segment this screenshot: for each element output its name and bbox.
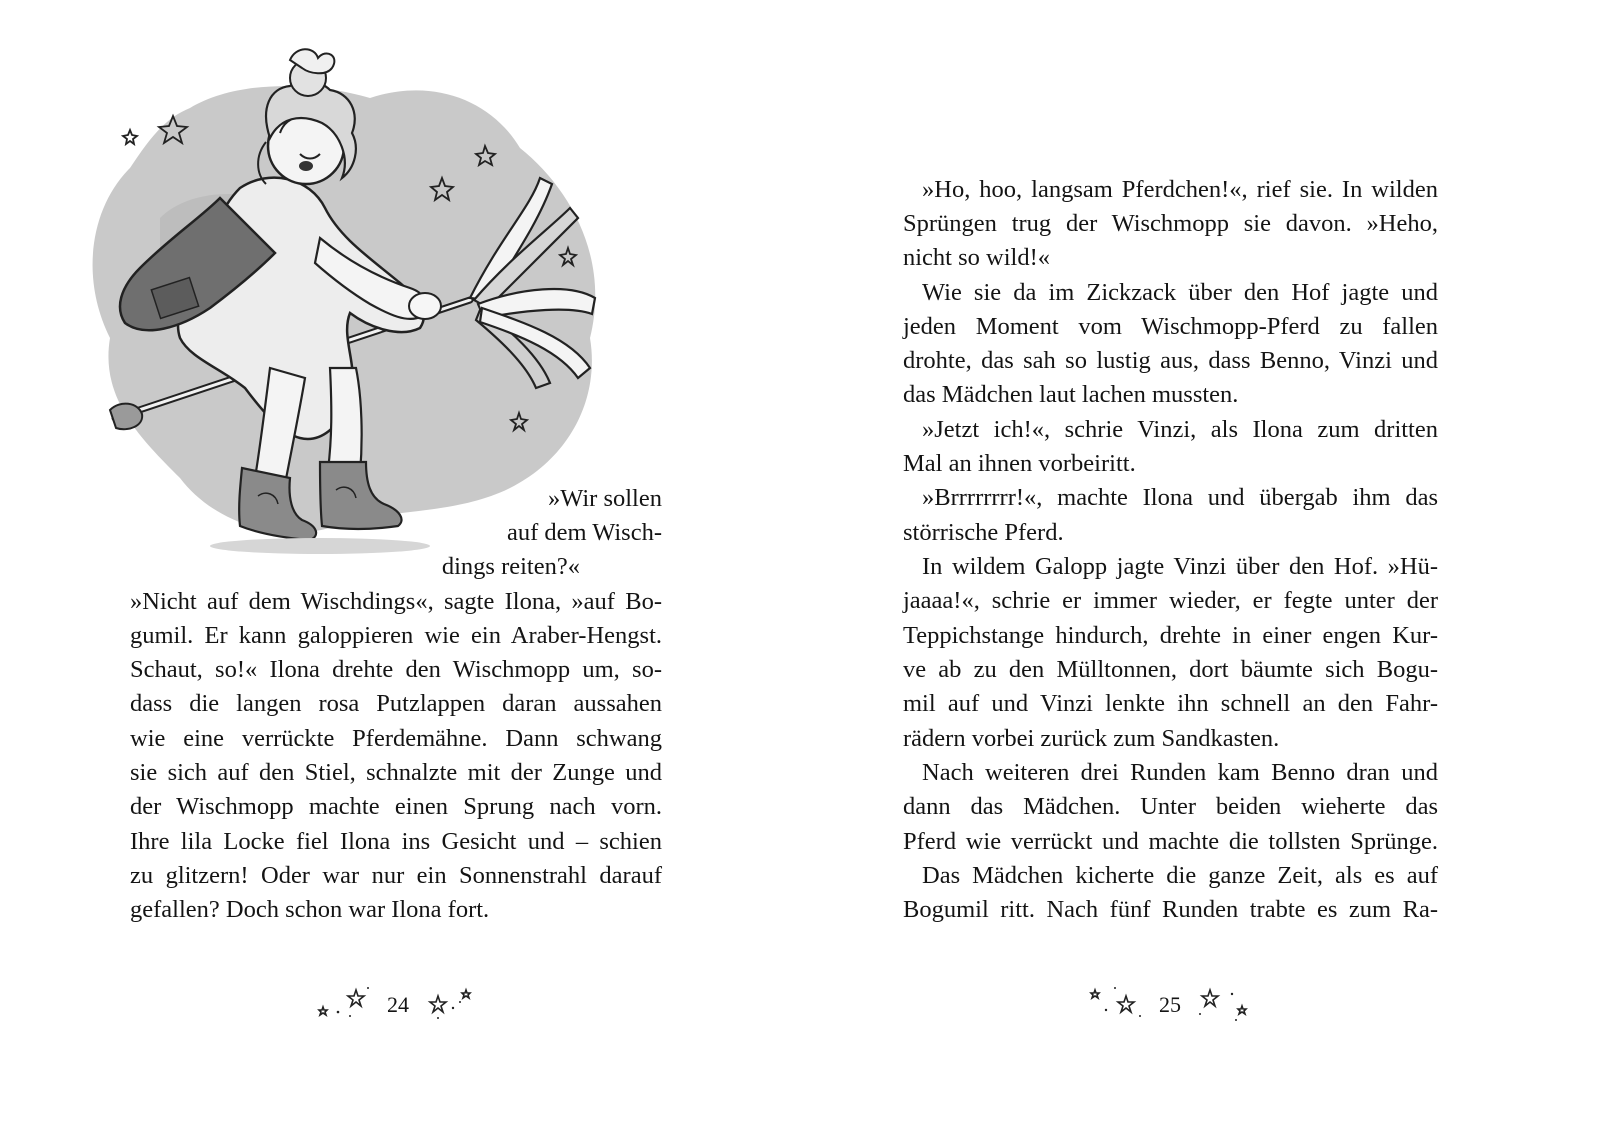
text-line: jeden Moment vom Wischmopp-Pferd zu fallen — [903, 313, 1438, 340]
right-page — [800, 0, 1600, 1131]
text-line: das Mädchen laut lachen mussten. — [903, 381, 1239, 408]
text-line: Ihre lila Locke fiel Ilona ins Gesicht und – schien — [130, 828, 662, 855]
text-line: Mal an ihnen vorbeiritt. — [903, 450, 1136, 477]
page-number-footer — [1060, 980, 1280, 1030]
text-line: »Ho, hoo, langsam Pferdchen!«, rief sie. In wilden — [922, 176, 1438, 203]
text-line: nicht so wild!« — [903, 244, 1050, 271]
text-line: zu glitzern! Oder war nur ein Sonnenstrahl darauf — [130, 862, 662, 889]
text-line: der Wischmopp machte einen Sprung nach vorn. — [130, 793, 662, 820]
text-line: rädern vorbei zurück zum Sandkasten. — [903, 725, 1280, 752]
text-line: auf dem Wisch- — [506, 519, 662, 546]
text-line: mil auf und Vinzi lenkte ihn schnell an den Fahr- — [903, 690, 1438, 717]
text-line: dings reiten?« — [441, 553, 580, 580]
text-line: dass die langen rosa Putzlappen daran aussahen — [130, 690, 662, 717]
text-line: gefallen? Doch schon war Ilona fort. — [130, 896, 490, 923]
text-line: In wildem Galopp jagte Vinzi über den Hof. »Hü- — [922, 553, 1438, 580]
text-line: »Nicht auf dem Wischdings«, sagte Ilona, »auf Bo- — [130, 588, 662, 615]
text-line: »Wir sollen — [547, 485, 662, 512]
text-line: Sprüngen trug der Wischmopp sie davon. »Heho, — [903, 210, 1438, 237]
text-line: dann das Mädchen. Unter beiden wieherte das — [903, 793, 1438, 820]
page-number: 25 — [1159, 992, 1181, 1017]
page-number: 24 — [387, 992, 409, 1017]
text-line: Schaut, so!« Ilona drehte den Wischmopp um, so- — [130, 656, 662, 683]
text-line: Pferd wie verrückt und machte die tollsten Sprünge. — [903, 828, 1438, 855]
text-line: Nach weiteren drei Runden kam Benno dran und — [922, 759, 1438, 786]
text-line: wie eine verrückte Pferdemähne. Dann schwang — [130, 725, 662, 752]
text-line: »Brrrrrrrr!«, machte Ilona und übergab ihm das — [922, 484, 1438, 511]
text-line: Teppichstange hindurch, drehte in einer engen Kur- — [903, 622, 1438, 649]
text-line: Bogumil ritt. Nach fünf Runden trabte es zum Ra- — [903, 896, 1438, 923]
text-line: Das Mädchen kicherte die ganze Zeit, als es auf — [922, 862, 1438, 889]
text-line: »Jetzt ich!«, schrie Vinzi, als Ilona zum dritten — [922, 416, 1438, 443]
page-number-footer — [288, 980, 508, 1030]
text-line: sie sich auf den Stiel, schnalzte mit der Zunge und — [130, 759, 662, 786]
text-line: jaaaa!«, schrie er immer wieder, er fegte unter der — [903, 587, 1438, 614]
text-line: Wie sie da im Zickzack über den Hof jagte und — [922, 279, 1438, 306]
text-line: drohte, das sah so lustig aus, dass Benno, Vinzi und — [903, 347, 1438, 374]
text-line: störrische Pferd. — [903, 519, 1064, 546]
text-line: ve ab zu den Mülltonnen, dort bäumte sich Bogu- — [903, 656, 1438, 683]
text-line: gumil. Er kann galoppieren wie ein Araber-Hengst. — [130, 622, 662, 649]
